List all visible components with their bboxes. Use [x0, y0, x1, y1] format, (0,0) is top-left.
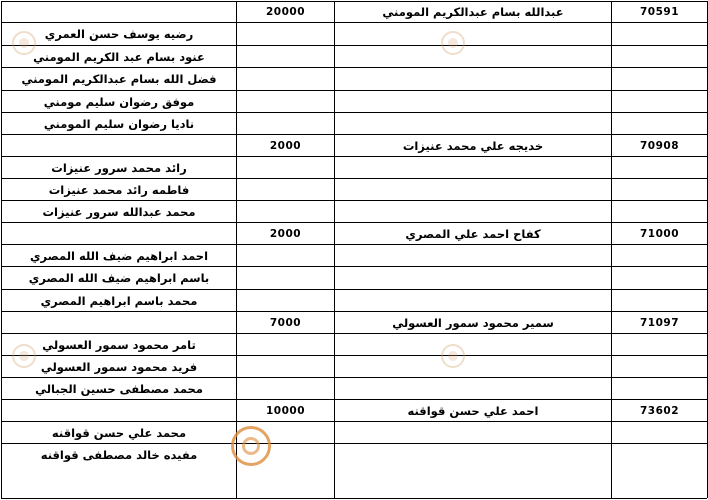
head-name-cell: احمد علي حسن قواقنه	[407, 403, 539, 418]
amount-cell: 7000	[269, 316, 302, 329]
sub-name-cell: فريد محمود سمور العسولي	[40, 359, 198, 374]
sub-name-cell: موفق رضوان سليم مومني	[43, 94, 195, 109]
sub-name-cell: محمد مصطفى حسين الجبالي	[35, 381, 203, 396]
amount-cell	[237, 113, 334, 134]
amount-cell	[237, 91, 334, 112]
record-id-cell	[612, 201, 707, 222]
sub-name-cell	[2, 312, 236, 333]
record-id-cell	[612, 378, 707, 399]
record-id-cell	[612, 267, 707, 289]
amount-cell	[237, 245, 334, 266]
watermark-seal-icon	[12, 31, 36, 55]
head-name-cell	[335, 201, 611, 222]
amount-cell	[237, 334, 334, 355]
amount-cell	[237, 157, 334, 178]
amount-cell	[237, 179, 334, 200]
sub-name-cell: محمد عبدالله سرور عنيزات	[42, 204, 196, 219]
record-id-cell: 71000	[639, 227, 680, 240]
amount-cell: 2000	[269, 139, 302, 152]
head-name-cell	[335, 46, 611, 67]
sub-name-cell: رضيه يوسف حسن العمري	[44, 27, 194, 41]
watermark-seal-icon	[231, 426, 271, 466]
record-id-cell	[612, 245, 707, 266]
head-name-cell	[335, 444, 611, 465]
head-name-cell	[335, 245, 611, 266]
watermark-seal-icon	[441, 344, 465, 368]
amount-cell	[237, 201, 334, 222]
record-id-cell	[612, 334, 707, 355]
head-name-cell	[335, 179, 611, 200]
head-name-cell	[335, 113, 611, 134]
sub-name-cell	[2, 2, 236, 22]
amount-cell	[237, 68, 334, 90]
head-name-cell	[335, 267, 611, 289]
row-divider	[1, 498, 707, 499]
head-name-cell	[335, 422, 611, 443]
head-name-cell: كفاح احمد علي المصري	[405, 226, 541, 241]
watermark-seal-icon	[12, 344, 36, 368]
head-name-cell	[335, 68, 611, 90]
record-id-cell	[612, 46, 707, 67]
amount-cell	[237, 46, 334, 67]
watermark-seal-icon	[441, 31, 465, 55]
record-id-cell	[612, 444, 707, 465]
head-name-cell	[335, 290, 611, 311]
sub-name-cell: عنود بسام عبد الكريم المومني	[33, 49, 205, 64]
sub-name-cell: ناديا رضوان سليم المومني	[43, 116, 195, 131]
head-name-cell: سمير محمود سمور العسولي	[392, 315, 554, 330]
head-name-cell	[335, 334, 611, 355]
sub-name-cell: محمد باسم ابراهيم المصري	[40, 293, 198, 308]
record-id-cell	[612, 23, 707, 45]
record-id-cell	[612, 157, 707, 178]
head-name-cell	[335, 356, 611, 377]
sub-name-cell: مفيده خالد مصطفى قواقنه	[40, 447, 198, 462]
record-id-cell: 70908	[639, 139, 680, 152]
head-name-cell: خديجه علي محمد عنيزات	[402, 138, 544, 153]
record-id-cell	[612, 422, 707, 443]
sub-name-cell	[2, 400, 236, 421]
amount-cell	[237, 290, 334, 311]
record-id-cell: 71097	[639, 316, 680, 329]
record-id-cell	[612, 356, 707, 377]
amount-cell: 2000	[269, 227, 302, 240]
amount-cell	[237, 356, 334, 377]
sub-name-cell: فاطمه رائد محمد عنيزات	[48, 182, 190, 197]
sub-name-cell	[2, 223, 236, 244]
sub-name-cell: محمد علي حسن قواقنه	[51, 425, 187, 440]
amount-cell	[237, 23, 334, 45]
amount-cell	[237, 267, 334, 289]
head-name-cell	[335, 378, 611, 399]
sub-name-cell	[2, 135, 236, 156]
sub-name-cell: احمد ابراهيم ضيف الله المصري	[29, 248, 209, 263]
record-id-cell	[612, 113, 707, 134]
sub-name-cell: باسم ابراهيم ضيف الله المصري	[28, 271, 210, 285]
record-id-cell: 73602	[639, 404, 680, 417]
record-id-cell	[612, 290, 707, 311]
record-id-cell	[612, 91, 707, 112]
record-id-cell	[612, 179, 707, 200]
amount-cell: 10000	[265, 404, 306, 417]
record-id-cell: 70591	[639, 6, 680, 18]
head-name-cell	[335, 91, 611, 112]
amount-cell	[237, 378, 334, 399]
sub-name-cell: تامر محمود سمور العسولي	[42, 337, 196, 352]
head-name-cell: عبدالله بسام عبدالكريم المومني	[382, 5, 564, 19]
amount-cell: 20000	[265, 6, 306, 18]
sub-name-cell: فضل الله بسام عبدالكريم المومني	[21, 72, 217, 86]
record-id-cell	[612, 68, 707, 90]
sub-name-cell: رائد محمد سرور عنيزات	[51, 160, 187, 175]
head-name-cell	[335, 157, 611, 178]
head-name-cell	[335, 23, 611, 45]
